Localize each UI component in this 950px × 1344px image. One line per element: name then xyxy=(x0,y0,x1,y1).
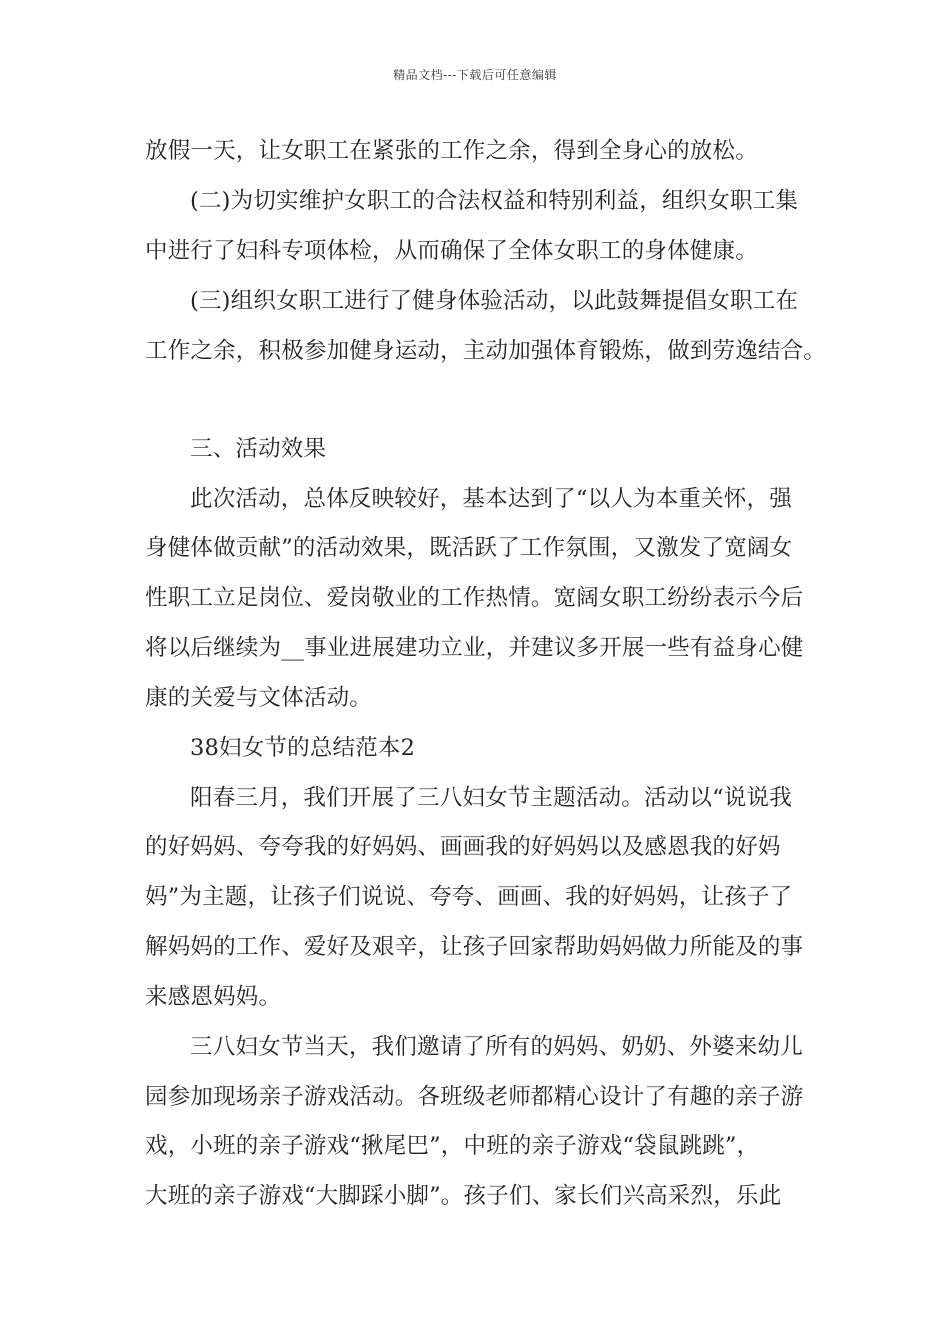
text-line: 将以后继续为__事业进展建功立业，并建议多开展一些有益身心健 xyxy=(145,635,804,661)
paragraph-first-line: 三八妇女节当天，我们邀请了所有的妈妈、奶奶、外婆来幼儿 xyxy=(190,1034,803,1060)
paragraph-first-line: (二)为切实维护女职工的合法权益和特别利益，组织女职工集 xyxy=(190,188,799,214)
page-header: 精品文档---下载后可任意编辑 xyxy=(393,68,557,82)
text-line: 戏，小班的亲子游戏“揪尾巴”，中班的亲子游戏“袋鼠跳跳”， xyxy=(145,1133,760,1159)
text-line: 身健体做贡献”的活动效果，既活跃了工作氛围，又激发了宽阔女 xyxy=(145,535,793,561)
paragraph-first-line: 阳春三月，我们开展了三八妇女节主题活动。活动以“说说我 xyxy=(190,785,792,811)
subtitle: 38妇女节的总结范本2 xyxy=(190,735,416,761)
section-heading: 三、活动效果 xyxy=(190,436,327,462)
text-line: 放假一天，让女职工在紧张的工作之余，得到全身心的放松。 xyxy=(145,138,758,164)
paragraph-first-line: (三)组织女职工进行了健身体验活动，以此鼓舞提倡女职工在 xyxy=(190,288,799,314)
text-line: 来感恩妈妈。 xyxy=(145,984,282,1010)
text-line: 的好妈妈、夸夸我的好妈妈、画画我的好妈妈以及感恩我的好妈 xyxy=(145,834,781,860)
text-line: 大班的亲子游戏“大脚踩小脚”。孩子们、家长们兴高采烈，乐此 xyxy=(145,1183,782,1209)
paragraph-first-line: 此次活动，总体反映较好，基本达到了“以人为本重关怀，强 xyxy=(190,486,792,512)
text-line: 园参加现场亲子游戏活动。各班级老师都精心设计了有趣的亲子游 xyxy=(145,1084,804,1110)
text-line: 解妈妈的工作、爱好及艰辛，让孩子回家帮助妈妈做力所能及的事 xyxy=(145,934,804,960)
text-line: 妈”为主题，让孩子们说说、夸夸、画画、我的好妈妈，让孩子了 xyxy=(145,884,793,910)
text-line: 工作之余，积极参加健身运动，主动加强体育锻炼，做到劳逸结合。 xyxy=(145,338,827,364)
text-line: 康的关爱与文体活动。 xyxy=(145,685,373,711)
text-line: 中进行了妇科专项体检，从而确保了全体女职工的身体健康。 xyxy=(145,238,758,264)
text-line: 性职工立足岗位、爱岗敬业的工作热情。宽阔女职工纷纷表示今后 xyxy=(145,585,804,611)
